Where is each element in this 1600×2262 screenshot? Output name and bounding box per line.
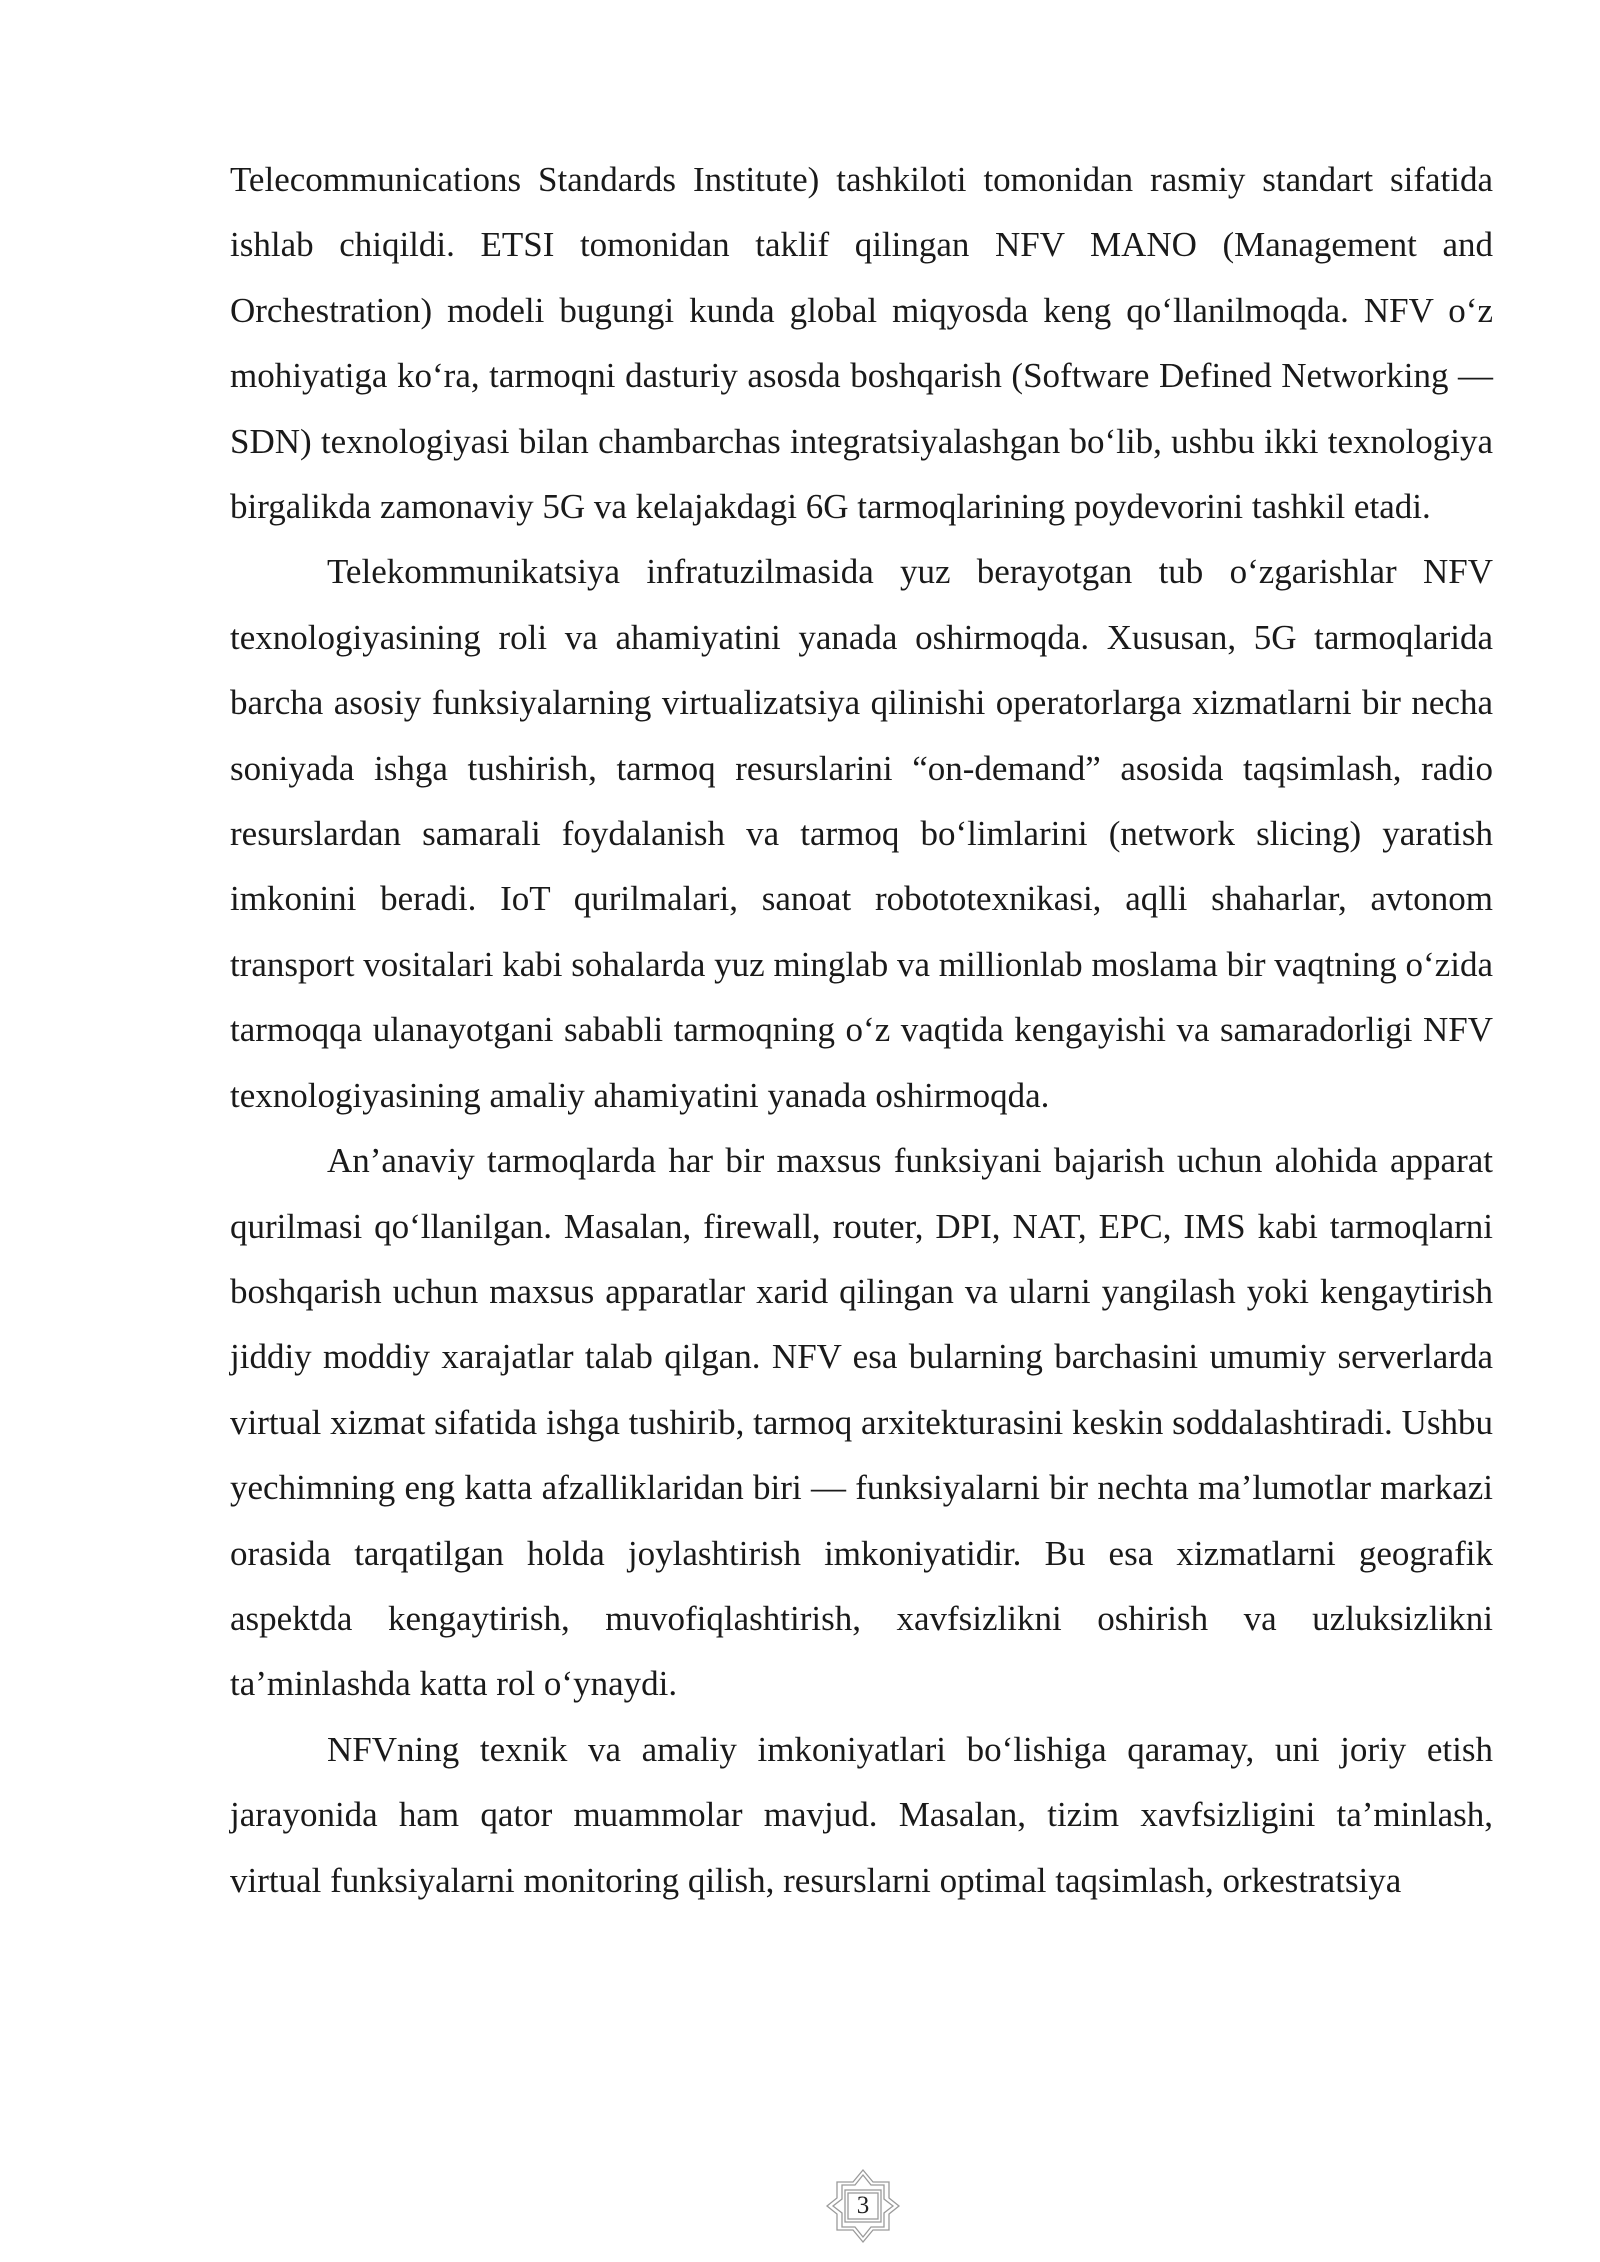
page-number: 3 bbox=[856, 2192, 870, 2219]
paragraph-4: NFVning texnik va amaliy imkoniyatlari bo‘lishiga qaramay, uni joriy etish jarayonida ham qator muammolar mavjud. Masalan, tizim xavfsizligini ta’minlash, virtual funksiyalarni monitoring qilish, resurslarni optimal taqsimlash, orkestratsiya bbox=[230, 1729, 1493, 1900]
paragraph-2: Telekommunikatsiya infratuzilmasida yuz berayotgan tub o‘zgarishlar NFV texnologiyasining roli va ahamiyatini yanada oshirmoqda. Xususan, 5G tarmoqlarida barcha asosiy funksiyalarning virtualizatsiya qilinishi operatorlarga xizmatlarni bir necha soniyada ishga tushirish, tarmoq resurslarini “on-demand” asosida taqsimlash, radio resurslardan samarali foydalanish va tarmoq bo‘limlarini (network slicing) yaratish imkonini beradi. IoT qurilmalari, sanoat robototexnikasi, aqlli shaharlar, avtonom transport vositalari kabi sohalarda yuz minglab va millionlab moslama bir vaqtning o‘zida tarmoqqa ulanayotgani sababli tarmoqning o‘z vaqtida kengayishi va samaradorligi NFV texnologiyasining amaliy ahamiyatini yanada oshirmoqda. bbox=[230, 552, 1493, 1115]
page-number-badge bbox=[823, 2166, 903, 2246]
paragraph-1: Telecommunications Standards Institute) tashkiloti tomonidan rasmiy standart sifatida ishlab chiqildi. ETSI tomonidan taklif qilingan NFV MANO (Management and Orchestration) modeli bugungi kunda global miqyosda keng qo‘llanilmoqda. NFV o‘z mohiyatiga ko‘ra, tarmoqni dasturiy asosda boshqarish (Software Defined Networking — SDN) texnologiyasi bilan chambarchas integratsiyalashgan bo‘lib, ushbu ikki texnologiya birgalikda zamonaviy 5G va kelajakdagi 6G tarmoqlarining poydevorini tashkil etadi. bbox=[230, 160, 1493, 527]
body-text bbox=[230, 147, 1493, 1913]
paragraph-3: An’anaviy tarmoqlarda har bir maxsus funksiyani bajarish uchun alohida apparat qurilmasi qo‘llanilgan. Masalan, firewall, router, DPI, NAT, EPC, IMS kabi tarmoqlarni boshqarish uchun maxsus apparatlar xarid qilingan va ularni yangilash yoki kengaytirish jiddiy moddiy xarajatlar talab qilgan. NFV esa bularning barchasini umumiy serverlarda virtual xizmat sifatida ishga tushirib, tarmoq arxitekturasini keskin soddalashtiradi. Ushbu yechimning eng katta afzalliklaridan biri — funksiyalarni bir nechta ma’lumotlar markazi orasida tarqatilgan holda joylashtirish imkoniyatidir. Bu esa xizmatlarni geografik aspektda kengaytirish, muvofiqlashtirish, xavfsizlikni oshirish va uzluksizlikni ta’minlashda katta rol o‘ynaydi. bbox=[230, 1141, 1493, 1704]
